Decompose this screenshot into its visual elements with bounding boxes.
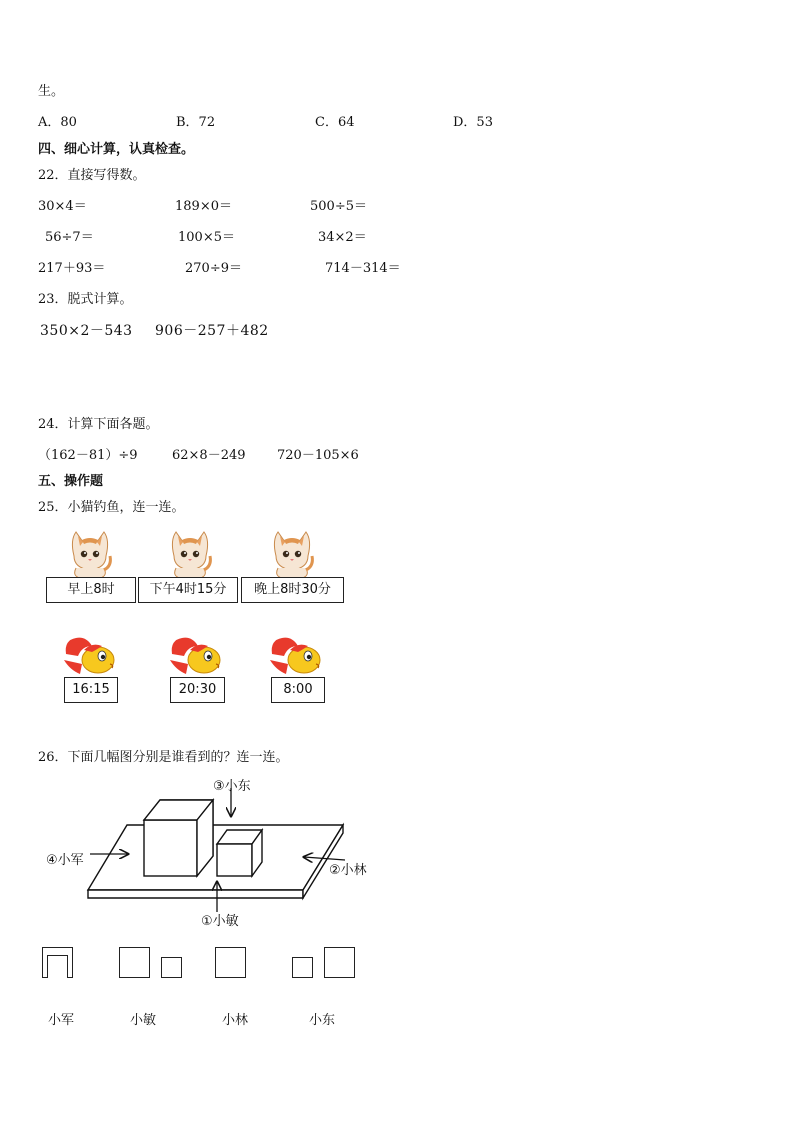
label-left-viewer: ④小军 xyxy=(46,853,84,868)
cat-icon xyxy=(268,526,316,578)
section-5-heading: 五、操作题 xyxy=(38,474,104,489)
viewer-name[interactable]: 小敏 xyxy=(130,1013,157,1028)
fish-time-label[interactable]: 8:00 xyxy=(271,677,325,703)
q24-item: （162－81）÷9 xyxy=(38,448,138,463)
q22-item: 714－314＝ xyxy=(325,261,401,276)
q22-item: 500÷5＝ xyxy=(310,199,367,214)
view-shape-4-large[interactable] xyxy=(324,947,355,978)
cat-time-label[interactable]: 下午4时15分 xyxy=(138,577,238,603)
q23-item: 350×2－543 xyxy=(40,323,133,339)
continued-text: 生。 xyxy=(38,84,65,99)
cat-icon xyxy=(166,526,214,578)
viewer-name[interactable]: 小军 xyxy=(48,1013,75,1028)
viewer-name[interactable]: 小林 xyxy=(222,1013,249,1028)
view-shape-4-small[interactable] xyxy=(292,957,313,978)
q24-item: 720－105×6 xyxy=(277,448,359,463)
label-top-viewer: ③小东 xyxy=(213,779,251,794)
q24-item: 62×8－249 xyxy=(172,448,246,463)
option-d[interactable]: D．53 xyxy=(453,115,493,130)
fish-icon xyxy=(62,634,118,678)
cat-time-label[interactable]: 晚上8时30分 xyxy=(241,577,344,603)
fish-icon xyxy=(168,634,224,678)
q23-item: 906－257＋482 xyxy=(155,323,269,339)
q22-item: 100×5＝ xyxy=(178,230,235,245)
q22-item: 270÷9＝ xyxy=(185,261,242,276)
q22-item: 30×4＝ xyxy=(38,199,87,214)
q22-item: 217＋93＝ xyxy=(38,261,106,276)
label-front-viewer: ①小敏 xyxy=(201,914,239,929)
view-shape-1-inner xyxy=(47,955,68,978)
q25-title: 25．小猫钓鱼，连一连。 xyxy=(38,500,185,515)
option-b[interactable]: B．72 xyxy=(176,115,216,130)
q22-item: 189×0＝ xyxy=(175,199,232,214)
q23-title: 23．脱式计算。 xyxy=(38,292,133,307)
q24-title: 24．计算下面各题。 xyxy=(38,417,159,432)
view-shape-2-small[interactable] xyxy=(161,957,182,978)
fish-time-label[interactable]: 16:15 xyxy=(64,677,118,703)
fish-icon xyxy=(268,634,324,678)
label-right-viewer: ②小林 xyxy=(329,863,367,878)
q26-title: 26．下面几幅图分别是谁看到的？连一连。 xyxy=(38,750,289,765)
option-c[interactable]: C．64 xyxy=(315,115,355,130)
view-shape-3[interactable] xyxy=(215,947,246,978)
q22-item: 56÷7＝ xyxy=(45,230,94,245)
viewer-name[interactable]: 小东 xyxy=(309,1013,336,1028)
option-a[interactable]: A．80 xyxy=(38,115,77,130)
q22-title: 22．直接写得数。 xyxy=(38,168,146,183)
q22-item: 34×2＝ xyxy=(318,230,367,245)
cat-icon xyxy=(66,526,114,578)
cat-time-label[interactable]: 早上8时 xyxy=(46,577,136,603)
fish-time-label[interactable]: 20:30 xyxy=(170,677,225,703)
section-4-heading: 四、细心计算，认真检查。 xyxy=(38,142,195,157)
view-shape-2-large[interactable] xyxy=(119,947,150,978)
